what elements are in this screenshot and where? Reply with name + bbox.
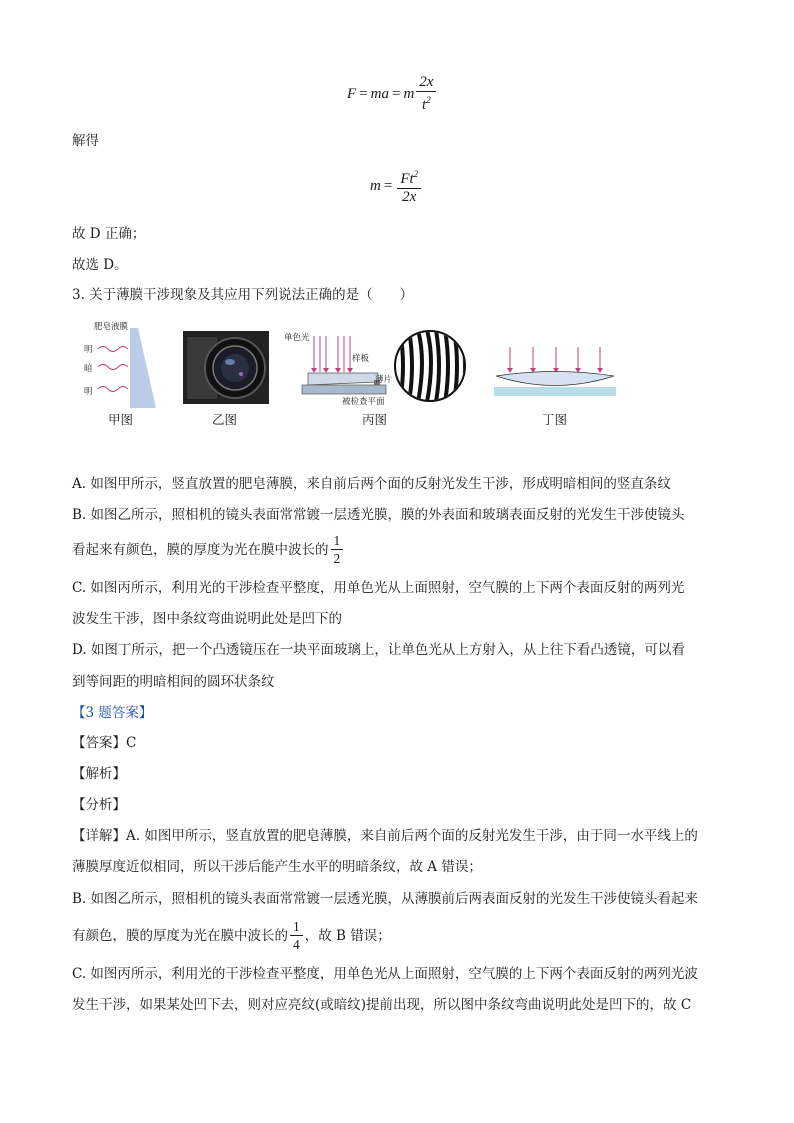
option-a: A. 如图甲所示，竖直放置的肥皂薄膜，来自前后两个面的反射光发生干涉，形成明暗相间的竖直条纹 [72, 476, 671, 492]
equation-force [347, 74, 438, 114]
fraction-denominator: 2 [333, 551, 341, 566]
mono-light-label: 单色光 [284, 333, 310, 343]
d-correct-text: 故 D 正确； [72, 226, 146, 242]
sheet-label: 薄片 [375, 375, 393, 385]
eq-sign: = [383, 177, 393, 194]
solve-text: 解得 [72, 133, 99, 149]
fraction [416, 74, 436, 114]
incident-arrows [510, 347, 600, 371]
answer-text: 【答案】C [72, 735, 137, 751]
caption-ding: 丁图 [542, 412, 568, 427]
soap-film-shape [130, 328, 156, 408]
equation-mass [370, 166, 423, 206]
surface-label: 被检查平面 [342, 397, 385, 407]
sample-label: 样板 [352, 354, 370, 364]
detail-line-4 [72, 918, 391, 953]
wave-3 [98, 387, 128, 392]
caption-jia: 甲图 [108, 412, 134, 427]
fraction-denominator: 4 [293, 937, 300, 952]
incident-arrows [314, 336, 350, 372]
dark-label: 暗 [84, 364, 93, 374]
fraction-numerator: 2x [416, 74, 436, 92]
answer-header: 【3 题答案】 [72, 705, 153, 721]
bright-label-1: 明 [84, 345, 93, 355]
wave-2 [98, 365, 128, 370]
fraction-denominator [419, 92, 434, 114]
detail-line-6: 发生干涉，如果某处凹下去，则对应亮纹(或暗纹)提前出现，所以图中条纹弯曲说明此处是凹下的，故 C [72, 997, 692, 1013]
fraction-quarter [290, 918, 303, 953]
film-label: 肥皂液膜 [94, 322, 129, 332]
option-b-text: 看起来有颜色，膜的厚度为光在膜中波长的 [72, 541, 329, 558]
flat-glass [494, 387, 616, 396]
eq-sign: = [359, 85, 368, 102]
choose-d-text: 故选 D。 [72, 257, 128, 273]
eq-sign: = [391, 85, 401, 102]
sample-plate [308, 373, 378, 385]
detail-text: 有颜色，膜的厚度为光在膜中波长的 [72, 927, 288, 944]
fenxi-header: 【分析】 [72, 797, 126, 813]
figure-ding [490, 343, 620, 401]
caption-yi: 乙图 [212, 412, 238, 427]
lens-glass [221, 354, 249, 382]
detail-line-1: 【详解】A. 如图甲所示，竖直放置的肥皂薄膜，来自前后两个面的反射光发生干涉，由于同一水平线上的 [72, 828, 698, 844]
den-exponent: 2 [426, 95, 431, 105]
caption-bing: 丙图 [362, 412, 388, 427]
fraction-numerator: 1 [290, 918, 303, 936]
figure-yi [183, 331, 269, 404]
option-c-line2: 波发生干涉，图中条纹弯曲说明此处是凹下的 [72, 611, 342, 627]
detail-text: ，故 B 错误； [304, 927, 391, 944]
lens-reflection-2 [239, 372, 243, 376]
den-base: t [422, 97, 427, 113]
eq-symbol: m [370, 177, 381, 194]
arrow-heads [311, 368, 353, 373]
option-d-line1: D. 如图丁所示，把一个凸透镜压在一块平面玻璃上，让单色光从上方射入，从上往下看凸透镜，可以看 [72, 642, 685, 658]
fraction-denominator: 2x [402, 189, 417, 205]
eq-term: m [403, 85, 415, 102]
fraction [397, 166, 421, 206]
question-stem: 3. 关于薄膜干涉现象及其应用下列说法正确的是（ ） [72, 287, 414, 303]
option-b-line1: B. 如图乙所示，照相机的镜头表面常常镀一层透光膜，膜的外表面和玻璃表面反射的光发生干涉使镜头 [72, 507, 685, 523]
test-surface [302, 385, 386, 394]
fraction-half [331, 532, 344, 567]
lens-reflection [225, 359, 235, 365]
detail-line-3: B. 如图乙所示，照相机的镜头表面常常镀一层透光膜，从薄膜前后两表面反射的光发生干涉使镜头看起来 [72, 891, 699, 907]
detail-line-5: C. 如图丙所示，利用光的干涉检查平整度，用单色光从上面照射，空气膜的上下两个表面反射的两列光波 [72, 966, 698, 982]
eq-term: ma [370, 85, 389, 102]
option-c-line1: C. 如图丙所示，利用光的干涉检查平整度，用单色光从上面照射，空气膜的上下两个表面反射的两列光 [72, 580, 685, 596]
num-base: Ft [400, 171, 414, 187]
eq-symbol: F [347, 85, 357, 102]
option-b-line2 [72, 532, 345, 567]
option-d-line2: 到等间距的明暗相间的圆环状条纹 [72, 674, 275, 690]
detail-line-2: 薄膜厚度近似相同，所以干涉后能产生水平的明暗条纹，故 A 错误； [72, 859, 482, 875]
bright-label-2: 明 [84, 387, 93, 397]
fraction-numerator: 1 [331, 532, 344, 550]
num-exponent: 2 [413, 169, 419, 179]
fraction-numerator [397, 166, 421, 189]
convex-lens [496, 372, 614, 386]
analysis-header: 【解析】 [72, 766, 126, 782]
wave-1 [98, 347, 128, 352]
